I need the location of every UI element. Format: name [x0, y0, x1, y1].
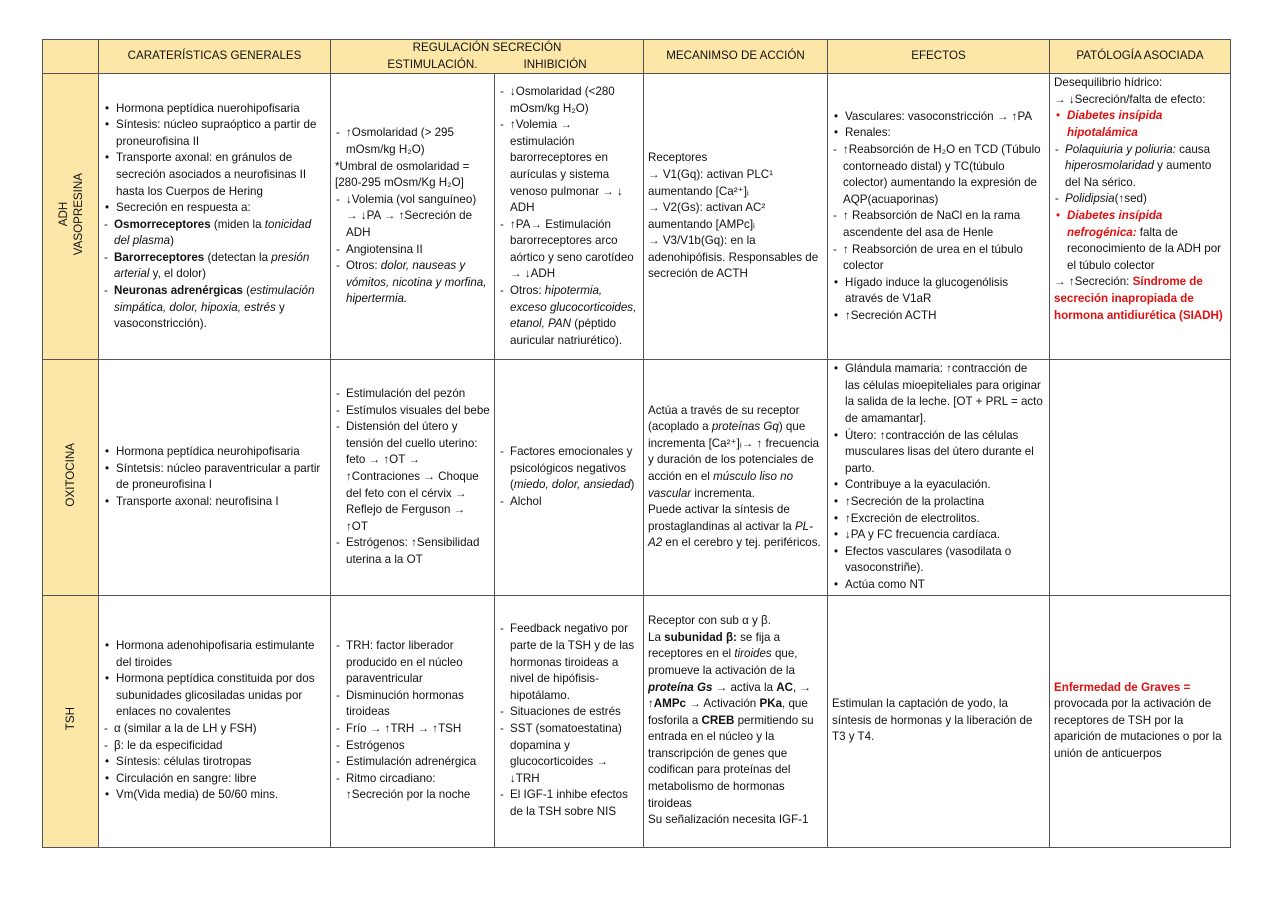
list-item: • Actúa como NT — [832, 577, 1045, 594]
adh-pathology: Desequilibrio hídrico: → ↓Secreción/falta de efecto: • Diabetes insípida hipotalámica - Polaquiuria y poliuria: causa hiperosmolaridad y aumento del Na sérico. - Polidipsia(↑sed) • Diabetes insípida nefrogénica: falta de reconocimiento de la ADH por el túbulo colector → ↑Secreción: Síndrome de secreción inapropiada de hormona antidiurética (SIADH) — [1050, 74, 1231, 360]
list-item: • Glándula mamaria: ↑contracción de las células mioepiteliales para originar la salida de la leche. [OT + PRL = acto de amamantar]. — [832, 361, 1045, 427]
list-item: - Otros: hipotermia, exceso glucocorticoides, etanol, PAN (péptido auricular natriurético). — [499, 283, 639, 349]
adh-mechanism — [644, 74, 828, 360]
tsh-stimulation — [331, 595, 495, 847]
list-item: - Factores emocionales y psicológicos negativos (miedo, dolor, ansiedad) — [499, 444, 639, 494]
row-adh — [43, 74, 1231, 360]
header-effects: EFECTOS — [828, 40, 1050, 74]
list-subitem: - ↑Reabsorción de H₂O en TCD (Túbulo contorneado distal) y TC(túbulo colector) aumentando la expresión de AQP(acuaporinas) — [832, 142, 1045, 208]
list-item: • Hormona peptídica constituida por dos subunidades glicosiladas unidas por enlaces no covalentes — [103, 671, 326, 721]
list-subitem: - β: le da especificidad — [103, 738, 326, 755]
tsh-pathology: Enfermedad de Graves = provocada por la activación de receptores de TSH por la aparición de mutaciones o por la unión de anticuerpos — [1050, 595, 1231, 847]
list-item: Receptor con sub α y β. — [648, 614, 771, 628]
list-item: - Ritmo circadiano: ↑Secreción por la noche — [335, 771, 490, 804]
list-item: - ↑Volemia → estimulación barorreceptores en aurículas y sistema venoso pulmonar → ↓ ADH — [499, 117, 639, 217]
list-item: • Hormona peptídica nuerohipofisaria — [103, 101, 326, 118]
header-regulation — [331, 40, 644, 74]
list-item: - Situaciones de estrés — [499, 704, 639, 721]
list-item: - Estrógenos: ↑Sensibilidad uterina a la OT — [335, 535, 490, 568]
adh-general — [99, 74, 331, 360]
list-item: - Otros: dolor, nauseas y vómitos, nicotina y morfina, hipertermia. — [335, 258, 490, 308]
list-item: • Circulación en sangre: libre — [103, 771, 326, 788]
list-item: • Efectos vasculares (vasodilata o vasoconstriñe). — [832, 544, 1045, 577]
header-pathology: PATÓLOGÍA ASOCIADA — [1050, 40, 1231, 74]
list-subitem: - Polidipsia(↑sed) — [1054, 191, 1226, 208]
list-item: - ↓Volemia (vol sanguíneo) → ↓PA → ↑Secreción de ADH — [335, 192, 490, 242]
oxitocina-inhibition — [495, 360, 644, 595]
list-item: → V2(Gs): activan AC² aumentando [AMPc]ᵢ — [648, 201, 766, 231]
oxitocina-general — [99, 360, 331, 595]
list-item: - Alchol — [499, 494, 639, 511]
oxitocina-effects — [828, 360, 1050, 595]
rowlabel-tsh — [43, 595, 99, 847]
list-item: • Útero: ↑contracción de las células musculares lisas del útero durante el parto. — [832, 428, 1045, 478]
list-item: - Angiotensina II — [335, 242, 490, 259]
list-item: • ↓PA y FC frecuencia cardíaca. — [832, 527, 1045, 544]
list-item: • Renales: — [832, 125, 1045, 142]
list-subitem: - Osmorreceptores (miden la tonicidad del plasma) — [103, 217, 326, 250]
tsh-general — [99, 595, 331, 847]
header-mechanism: MECANIMSO DE ACCIÓN — [644, 40, 828, 74]
list-item: - Distensión del útero y tensión del cuello uterino: feto → ↑OT → ↑Contraciones → Choque del feto con el cérvix → Reflejo de Ferguson → ↑OT — [335, 419, 490, 535]
list-item: • Vasculares: vasoconstricción → ↑PA — [832, 109, 1045, 126]
list-item: - SST (somatoestatina) dopamina y glucocorticoides → ↓TRH — [499, 721, 639, 787]
list-item: • Síntesis: núcleo supraóptico a partir de proneurofisina II — [103, 117, 326, 150]
rowlabel-oxitocina — [43, 360, 99, 595]
list-item: → V3/V1b(Gq): en la adenohipófisis. Responsables de secreción de ACTH — [648, 234, 819, 281]
list-item: - TRH: factor liberador producido en el núcleo paraventricular — [335, 638, 490, 688]
rowlabel-adh — [43, 74, 99, 360]
list-item: • ↑Secreción de la prolactina — [832, 494, 1045, 511]
tsh-inhibition — [495, 595, 644, 847]
list-item: • Síntetsis: núcleo paraventricular a partir de proneurofisina I — [103, 461, 326, 494]
tsh-effects: Estimulan la captación de yodo, la síntesis de hormonas y la liberación de T3 y T4. — [828, 595, 1050, 847]
adh-inhibition — [495, 74, 644, 360]
adh-effects — [828, 74, 1050, 360]
list-item: - El IGF-1 inhibe efectos de la TSH sobre NIS — [499, 787, 639, 820]
list-item: • Síntesis: células tirotropas — [103, 754, 326, 771]
list-item: Su señalización necesita IGF-1 — [648, 813, 809, 827]
list-item: • ↑Excreción de electrolitos. — [832, 511, 1045, 528]
list-item: - Estrógenos — [335, 738, 490, 755]
list-item: • Contribuye a la eyaculación. — [832, 477, 1045, 494]
list-item: - Frío → ↑TRH → ↑TSH — [335, 721, 490, 738]
oxitocina-pathology — [1050, 360, 1231, 595]
header-regulation-sub — [335, 57, 639, 74]
adh-stimulation — [331, 74, 495, 360]
row-tsh — [43, 595, 1231, 847]
rowlabel-adh-text: ADH VASOPRESINA — [56, 172, 85, 256]
list-subitem: - α (similar a la de LH y FSH) — [103, 721, 326, 738]
list-item: • Hormona peptídica neurohipofisaria — [103, 444, 326, 461]
list-item: *Umbral de osmolaridad = [280-295 mOsm/Kg H₂O] — [335, 159, 470, 190]
list-item: - Estímulos visuales del bebe — [335, 403, 490, 420]
hormone-table-container — [42, 39, 1231, 848]
list-item: - Disminución hormonas tiroideas — [335, 688, 490, 721]
list-item: Actúa a través de su receptor (acoplado a proteínas Gq) que incrementa [Ca²⁺]ᵢ→ ↑ frecuencia y duración de los potenciales de acción en el músculo liso no vascular incrementa. — [648, 403, 819, 500]
header-blank — [43, 40, 99, 74]
list-item: Receptores — [648, 151, 708, 165]
list-subitem: - Barorreceptores (detectan la presión arterial y, el dolor) — [103, 250, 326, 283]
header-row — [43, 40, 1231, 74]
list-subitem: - Neuronas adrenérgicas (estimulación simpática, dolor, hipoxia, estrés y vasoconstricción). — [103, 283, 326, 333]
rowlabel-oxitocina-text: OXITOCINA — [64, 442, 77, 507]
list-item: - ↑PA→ Estimulación barorreceptores arco aórtico y seno carotídeo → ↓ADH — [499, 217, 639, 283]
list-item: • Vm(Vida media) de 50/60 mins. — [103, 787, 326, 804]
list-item: Puede activar la síntesis de prostaglandinas al activar la PL-A2 en el cerebro y tej. periféricos. — [648, 503, 821, 550]
hormone-table — [42, 39, 1231, 848]
list-item: • ↑Secreción ACTH — [832, 308, 1045, 325]
rowlabel-tsh-text: TSH — [64, 706, 77, 730]
header-general: CARATERÍSTICAS GENERALES — [99, 40, 331, 74]
header-inhibition: INHIBICIÓN — [523, 57, 587, 71]
list-item: • Secreción en respuesta a: — [103, 200, 326, 217]
list-subitem: - Polaquiuria y poliuria: causa hiperosmolaridad y aumento del Na sérico. — [1054, 142, 1226, 192]
list-subitem: - ↑ Reabsorción de urea en el túbulo colector — [832, 242, 1045, 275]
list-item: • Diabetes insípida hipotalámica — [1054, 108, 1226, 141]
list-item: • Hormona adenohipofisaria estimulante del tiroides — [103, 638, 326, 671]
list-item: La subunidad β: se fija a receptores en el tiroides que, promueve la activación de la proteína Gs → activa la AC, → ↑AMPc → Activación PKa, que fosforila a CREB permitiendo su entrada en el núcleo y la transcripción de genes que codifican para proteínas del metabolismo de hormonas tiroideas — [648, 630, 814, 810]
list-item: • Transporte axonal: neurofisina I — [103, 494, 326, 511]
list-item: - Estimulación del pezón — [335, 386, 490, 403]
header-stimulation: ESTIMULACIÓN. — [387, 57, 478, 71]
list-item: • Diabetes insípida nefrogénica: falta de reconocimiento de la ADH por el túbulo colector — [1054, 208, 1226, 274]
oxitocina-stimulation — [331, 360, 495, 595]
list-item: - ↑Osmolaridad (> 295 mOsm/kg H₂O) — [335, 125, 490, 158]
list-item: - Estimulación adrenérgica — [335, 754, 490, 771]
list-subitem: - ↑ Reabsorción de NaCl en la rama ascendente del asa de Henle — [832, 208, 1045, 241]
row-oxitocina — [43, 360, 1231, 595]
list-item: • Transporte axonal: en gránulos de secreción asociados a neurofisinas II hasta los Cuerpos de Hering — [103, 150, 326, 200]
oxitocina-mechanism — [644, 360, 828, 595]
list-item: - Feedback negativo por parte de la TSH y de las hormonas tiroideas a nivel de hipófisis-hipotálamo. — [499, 621, 639, 704]
header-regulation-title: REGULACIÓN SECRECIÓN — [412, 41, 562, 54]
list-item: → V1(Gq): activan PLC¹ aumentando [Ca²⁺]ᵢ — [648, 167, 773, 198]
tsh-mechanism — [644, 595, 828, 847]
list-item: • Hígado induce la glucogenólisis através de V1aR — [832, 275, 1045, 308]
list-item: - ↓Osmolaridad (<280 mOsm/kg H₂O) — [499, 84, 639, 117]
